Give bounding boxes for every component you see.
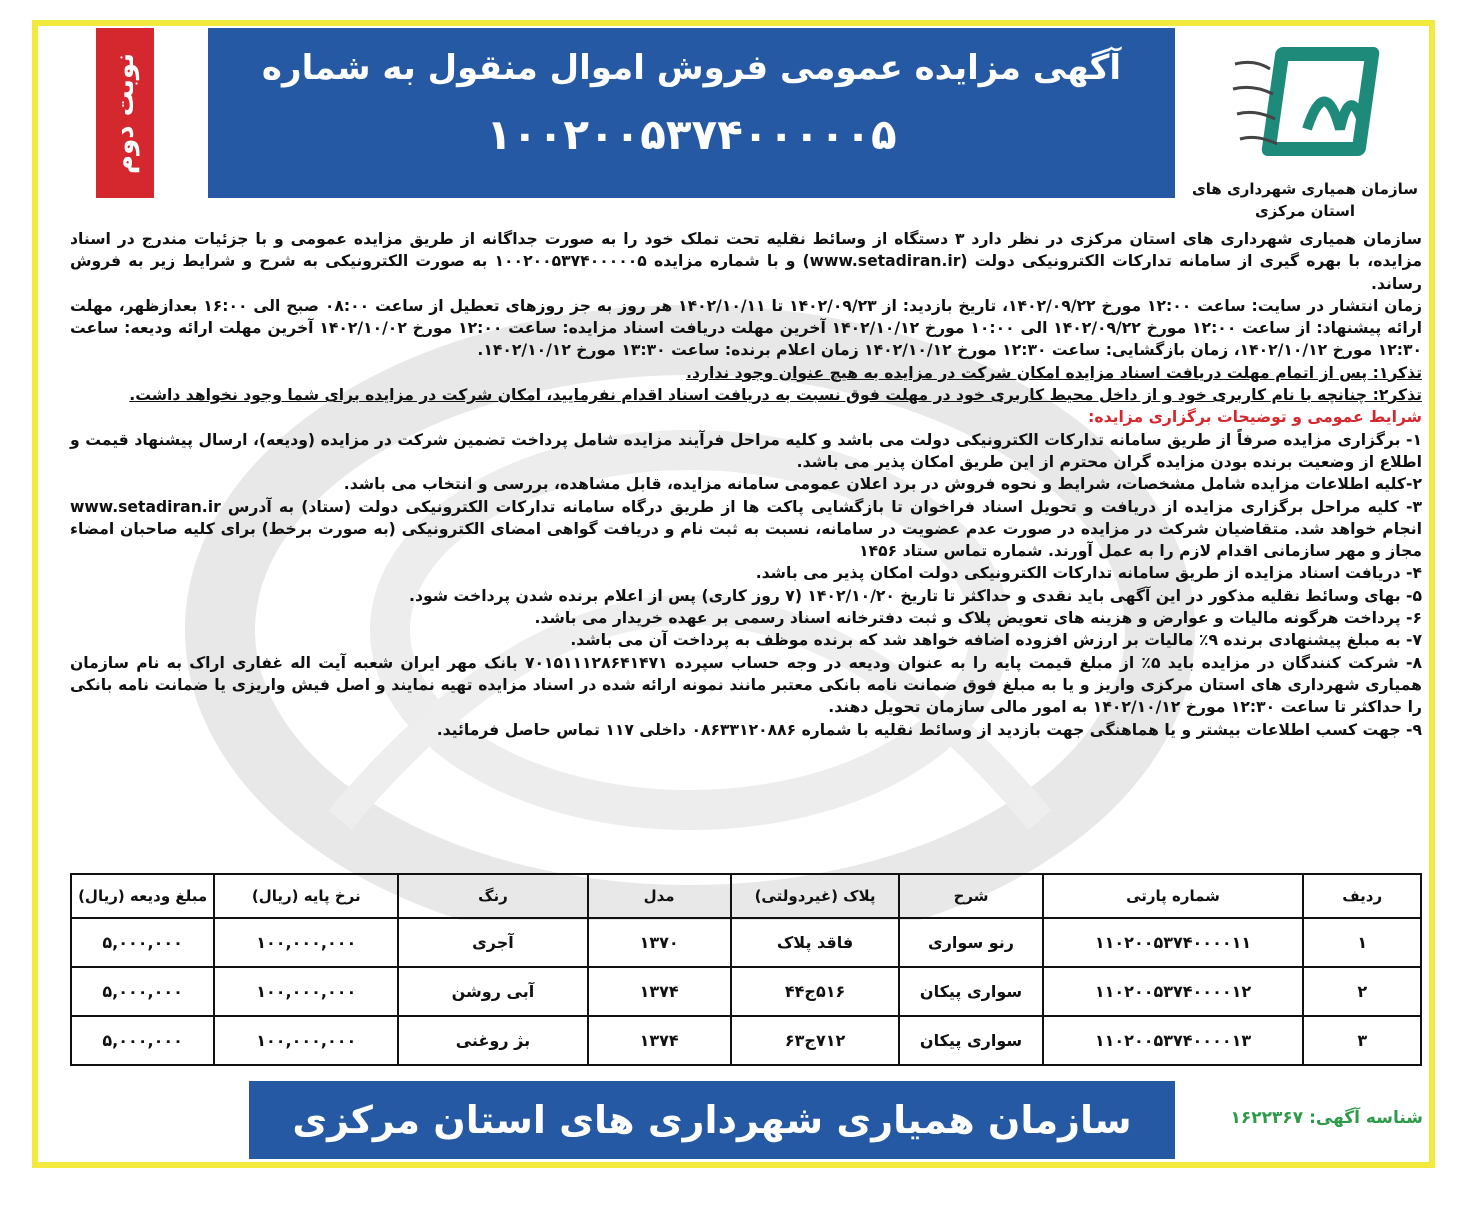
- table-cell: ۵,۰۰۰,۰۰۰: [71, 967, 214, 1016]
- table-row: [71, 1016, 1421, 1065]
- table-cell: ۳: [1303, 1016, 1421, 1065]
- footer-banner: [249, 1081, 1175, 1159]
- table-cell: رنو سواری: [899, 918, 1042, 967]
- table-cell: ۱۳۷۴: [588, 1016, 731, 1065]
- table-cell: ۱: [1303, 918, 1421, 967]
- condition-3: ۳- کلیه مراحل برگزاری مزایده از دریافت و تحویل اسناد فراخوان تا بازگشایی پاکت ها از طریق درگاه سامانه تدارکات الکترونیکی دولت (ستاد) به آدرس www.setadiran.ir انجام خواهد شد. متقاضیان شرکت در مزایده در صورت عدم عضویت در سامانه، نسبت به ثبت نام و دریافت گواهی امضای الکترونیکی (به صورت برخط) برای کلیه صاحبان امضاء مجاز و مهر سازمانی اقدام لازم را به عمل آورند. شماره تماس ستاد ۱۴۵۶: [70, 497, 1422, 561]
- table-cell: ۱۳۷۴: [588, 967, 731, 1016]
- table-header: شرح: [899, 874, 1042, 918]
- table-cell: ۱۳۷۰: [588, 918, 731, 967]
- note-2: تذکر۲: چنانچه با نام کاربری خود و از داخل محیط کاربری خود در مهلت فوق نسبت به دریافت اسناد اقدام نفرمایید، امکان شرکت در مزایده برای شما وجود نخواهد داشت.: [129, 386, 1422, 405]
- table-cell: ۱۱۰۲۰۰۵۳۷۴۰۰۰۰۱۳: [1043, 1016, 1304, 1065]
- table-header-row: [71, 874, 1421, 918]
- table-cell: فاقد پلاک: [731, 918, 900, 967]
- ad-id-value: ۱۶۲۲۳۶۷: [1230, 1108, 1304, 1128]
- table-header: پلاک (غیردولتی): [731, 874, 900, 918]
- intro-paragraph: سازمان همیاری شهرداری های استان مرکزی در نظر دارد ۳ دستگاه از وسائط نقلیه تحت تملک خود را به صورت جداگانه از طریق مزایده عمومی و با جزئیات مندرج در اسناد مزایده، با بهره گیری از سامانه تدارکات الکترونیکی دولت (www.setadiran.ir) و با شماره مزایده ۱۰۰۲۰۰۵۳۷۴۰۰۰۰۰۵ به صورت الکترونیکی به شرح و شرایط زیر به فروش رساند.: [70, 230, 1423, 293]
- notice-body: [70, 228, 1422, 741]
- condition-9: ۹- جهت کسب اطلاعات بیشتر و یا هماهنگی جهت بازدید از وسائط نقلیه با شماره ۰۸۶۳۳۱۲۰۸۸۶ داخلی ۱۱۷ تماس حاصل فرمائید.: [436, 720, 1422, 739]
- ad-id-label: شناسه آگهی:: [1309, 1108, 1423, 1128]
- auction-number: ۱۰۰۲۰۰۵۳۷۴۰۰۰۰۰۵: [486, 110, 897, 159]
- condition-1: ۱- برگزاری مزایده صرفاً از طریق سامانه تدارکات الکترونیکی دولت می باشد و کلیه مراحل فرآیند مزایده شامل پرداخت تضمین شرکت در مزایده (ودیعه)، ارسال پیشنهاد قیمت و اطلاع از وضعیت برنده بودن مزایده گران محترم از این طریق امکان پذیر می باشد.: [70, 430, 1422, 471]
- schedule-paragraph: زمان انتشار در سایت: ساعت ۱۲:۰۰ مورخ ۱۴۰۲/۰۹/۲۲، تاریخ بازدید: از ۱۴۰۲/۰۹/۲۳ تا ۱۴۰۲/۱۰/۱۱ هر روز به جز روزهای تعطیل از ساعت ۰۸:۰۰ صبح الی ۱۶:۰۰ بعدازظهر، مهلت ارائه پیشنهاد: از ساعت ۱۲:۰۰ مورخ ۱۴۰۲/۰۹/۲۲ الی ۱۰:۰۰ مورخ ۱۴۰۲/۱۰/۱۲ آخرین مهلت دریافت اسناد مزایده: ساعت ۱۲:۰۰ مورخ ۱۴۰۲/۱۰/۰۲ آخرین مهلت ارائه ودیعه: ساعت ۱۲:۳۰ مورخ ۱۴۰۲/۱۰/۱۲، زمان بازگشایی: ساعت ۱۲:۳۰ مورخ ۱۴۰۲/۱۰/۱۲ زمان اعلام برنده: ساعت ۱۳:۳۰ مورخ ۱۴۰۲/۱۰/۱۲.: [70, 296, 1422, 360]
- organization-line2: استان مرکزی: [1254, 202, 1356, 220]
- table-row: [71, 918, 1421, 967]
- round-badge-label: نوبت دوم: [110, 52, 140, 174]
- table-header: شماره پارتی: [1043, 874, 1304, 918]
- conditions-heading: شرایط عمومی و توضیحات برگزاری مزایده:: [1088, 408, 1422, 427]
- table-cell: ۲: [1303, 967, 1421, 1016]
- organization-line1: سازمان همیاری شهرداری های: [1192, 180, 1418, 198]
- table-cell: ۱۰۰,۰۰۰,۰۰۰: [214, 918, 398, 967]
- organization-name: [1185, 178, 1425, 222]
- ad-id: [1205, 1108, 1423, 1128]
- organization-logo: [1225, 34, 1425, 174]
- table-header: رنگ: [398, 874, 587, 918]
- table-header: ردیف: [1303, 874, 1421, 918]
- condition-6: ۶- پرداخت هرگونه مالیات و عوارض و هزینه های تعویض پلاک و ثبت دفترخانه اسناد رسمی بر عهده خریدار می باشد.: [534, 609, 1422, 628]
- table-row: [71, 967, 1421, 1016]
- table-cell: آبی روشن: [398, 967, 587, 1016]
- table-header: نرخ پایه (ریال): [214, 874, 398, 918]
- table-header: مدل: [588, 874, 731, 918]
- notice-title: آگهی مزایده عمومی فروش اموال منقول به شماره: [261, 48, 1122, 88]
- table-header: مبلغ ودیعه (ریال): [71, 874, 214, 918]
- condition-4: ۴- دریافت اسناد مزایده از طریق سامانه تدارکات الکترونیکی دولت امکان پذیر می باشد.: [755, 564, 1422, 583]
- round-badge: [96, 28, 154, 198]
- lots-table: [70, 873, 1422, 1066]
- table-cell: ۷۱۲ج۶۳: [731, 1016, 900, 1065]
- table-cell: ۵,۰۰۰,۰۰۰: [71, 1016, 214, 1065]
- condition-5: ۵- بهای وسائط نقلیه مذکور در این آگهی باید نقدی و حداکثر تا تاریخ ۱۴۰۲/۱۰/۲۰ (۷ روز کاری) پس از اعلام برنده شدن پرداخت شود.: [409, 586, 1422, 605]
- header-banner: [208, 28, 1175, 198]
- condition-2: ۲-کلیه اطلاعات مزایده شامل مشخصات، شرایط و نحوه فروش در برد اعلان عمومی سامانه مزایده، قابل مشاهده، بررسی و انتخاب می باشد.: [343, 475, 1422, 494]
- table-cell: بژ روغنی: [398, 1016, 587, 1065]
- table-cell: سواری پیکان: [899, 1016, 1042, 1065]
- condition-7: ۷- به مبلغ پیشنهادی برنده ۹٪ مالیات بر ارزش افزوده اضافه خواهد شد که برنده موظف به پرداخت آن می باشد.: [570, 631, 1422, 650]
- table-cell: ۵,۰۰۰,۰۰۰: [71, 918, 214, 967]
- table-cell: آجری: [398, 918, 587, 967]
- table-cell: ۱۱۰۲۰۰۵۳۷۴۰۰۰۰۱۱: [1043, 918, 1304, 967]
- table-cell: ۱۰۰,۰۰۰,۰۰۰: [214, 1016, 398, 1065]
- table-cell: ۱۱۰۲۰۰۵۳۷۴۰۰۰۰۱۲: [1043, 967, 1304, 1016]
- note-1: تذکر۱: پس از اتمام مهلت دریافت اسناد مزایده امکان شرکت در مزایده به هیچ عنوان وجود ندارد.: [686, 363, 1422, 382]
- condition-8: ۸- شرکت کنندگان در مزایده باید ۵٪ از مبلغ قیمت پایه را به عنوان ودیعه در وجه حساب سپرده ۷۰۱۵۱۱۱۲۸۶۴۱۴۷۱ بانک مهر ایران شعبه آیت اله غفاری اراک به نام سازمان همیاری شهرداری های استان مرکزی واریز و یا به مبلغ فوق ضمانت نامه بانکی معتبر مانند نمونه ارائه شده در اسناد مزایده تهیه نمایند و اصل فیش واریزی یا ضمانت نامه بانکی را حداکثر تا ساعت ۱۲:۳۰ مورخ ۱۴۰۲/۱۰/۱۲ به امور مالی سازمان تحویل دهند.: [70, 653, 1422, 717]
- table-cell: سواری پیکان: [899, 967, 1042, 1016]
- table-cell: ۵۱۶ج۴۴: [731, 967, 900, 1016]
- footer-organization-name: سازمان همیاری شهرداری های استان مرکزی: [292, 1098, 1132, 1142]
- table-cell: ۱۰۰,۰۰۰,۰۰۰: [214, 967, 398, 1016]
